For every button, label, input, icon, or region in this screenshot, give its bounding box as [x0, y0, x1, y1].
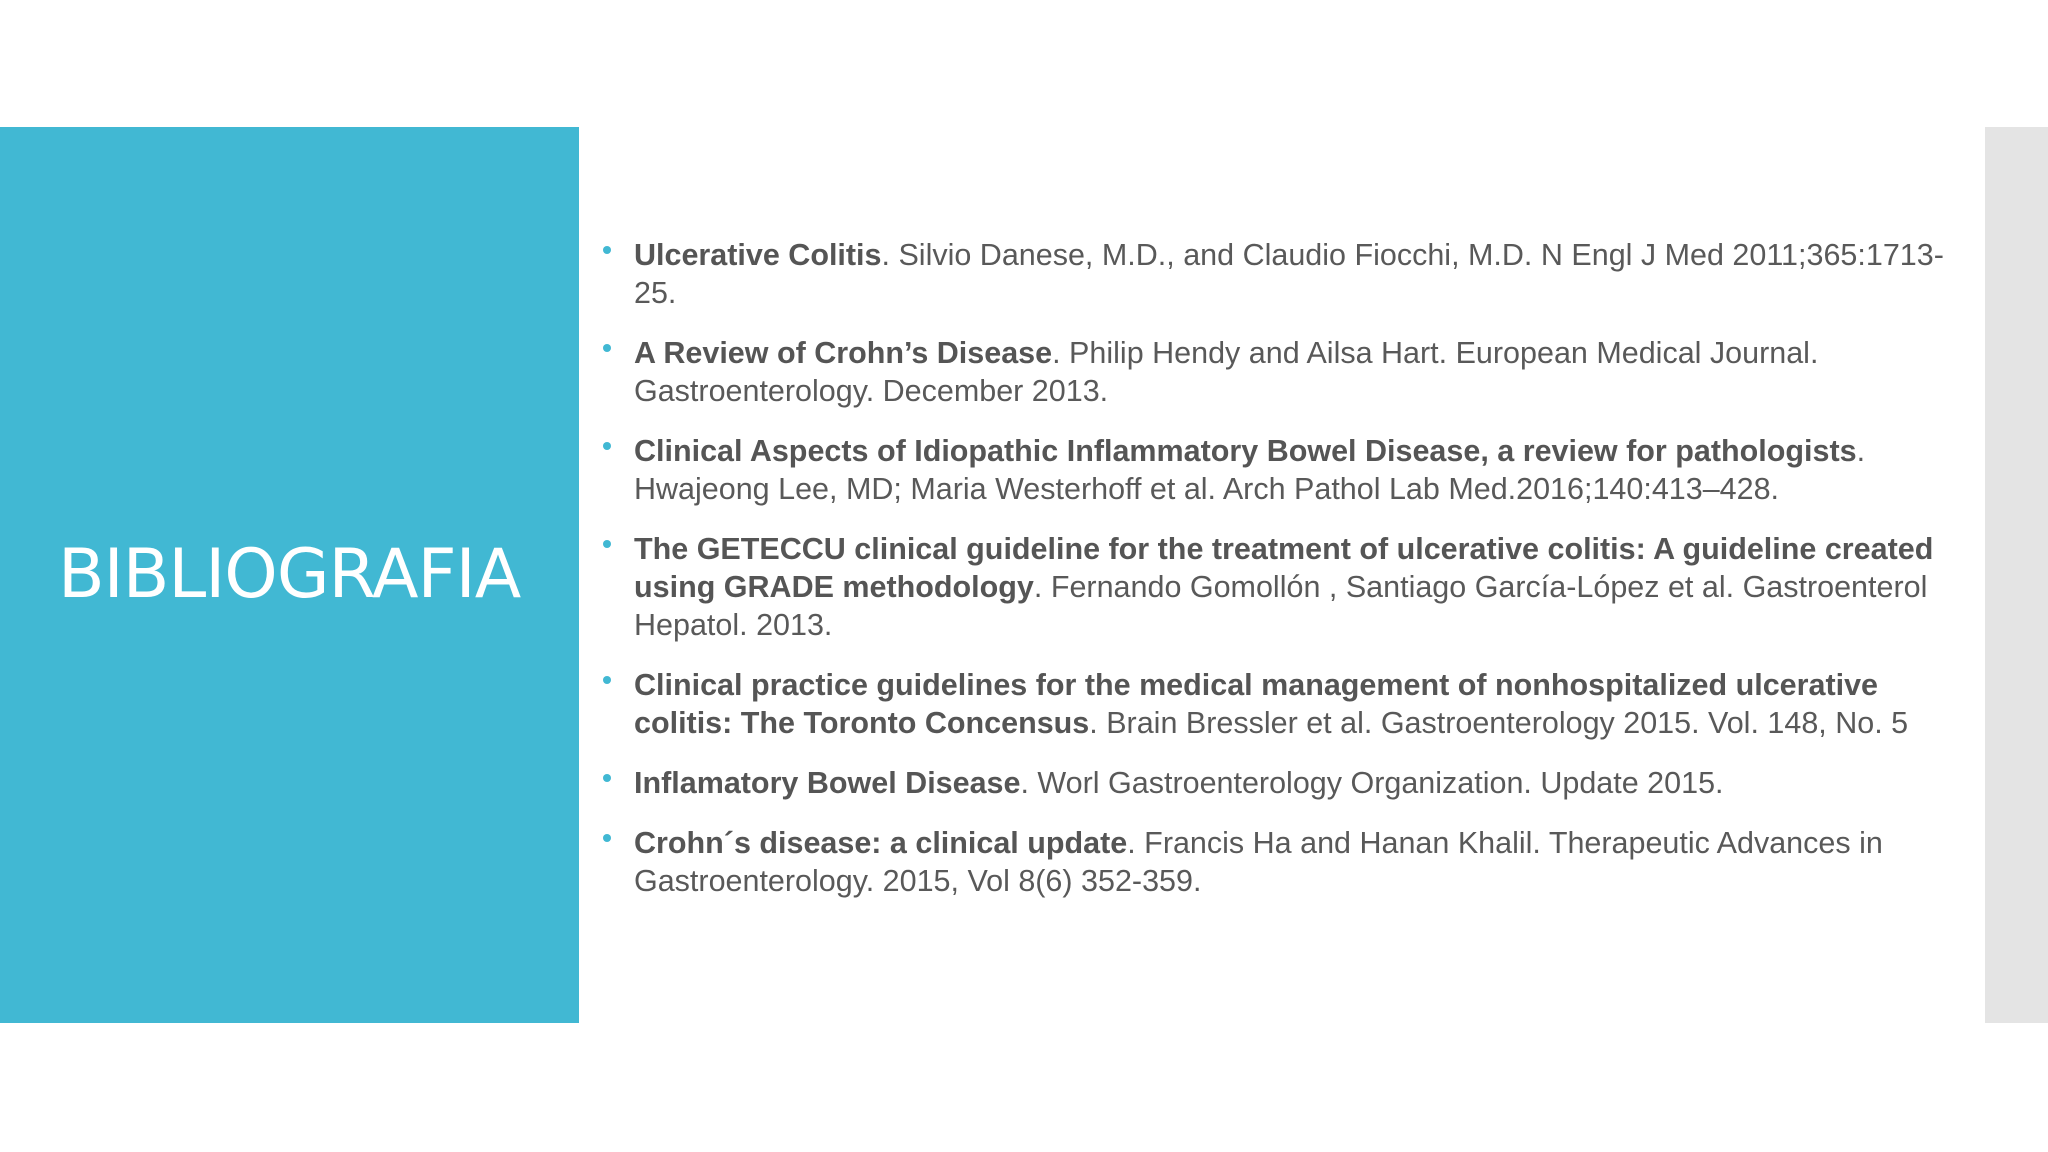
reference-title: Inflamatory Bowel Disease	[634, 766, 1021, 800]
bibliography-content	[601, 236, 1961, 976]
reference-title: Crohn´s disease: a clinical update	[634, 826, 1128, 860]
reference-title: The GETECCU clinical guideline for the treatment of ulcerative colitis: A guideline created using GRADE methodology	[634, 532, 1934, 604]
reference-item	[601, 764, 1961, 802]
bullet-icon	[603, 540, 611, 548]
reference-title: A Review of Crohn’s Disease	[634, 336, 1053, 370]
slide-title: BIBLIOGRAFIA	[58, 535, 521, 614]
reference-item	[601, 824, 1961, 900]
bullet-icon	[603, 834, 611, 842]
reference-details: . Francis Ha and Hanan Khalil. Therapeutic Advances in Gastroenterology. 2015, Vol 8(6) 352-359.	[634, 826, 1883, 898]
bullet-icon	[603, 344, 611, 352]
reference-item	[601, 334, 1961, 410]
reference-item	[601, 666, 1961, 742]
reference-details: . Worl Gastroenterology Organization. Update 2015.	[1020, 766, 1724, 800]
bullet-icon	[603, 774, 611, 782]
reference-title: Clinical Aspects of Idiopathic Inflammatory Bowel Disease, a review for pathologists	[634, 434, 1857, 468]
reference-item	[601, 530, 1961, 644]
reference-details: . Silvio Danese, M.D., and Claudio Fiocchi, M.D. N Engl J Med 2011;365:1713-25.	[634, 238, 1944, 310]
bullet-icon	[603, 676, 611, 684]
bullet-icon	[603, 442, 611, 450]
reference-item	[601, 432, 1961, 508]
right-decorative-strip	[1985, 127, 2048, 1023]
title-panel	[0, 127, 579, 1023]
bullet-icon	[603, 246, 611, 254]
reference-item	[601, 236, 1961, 312]
reference-title: Ulcerative Colitis	[634, 238, 882, 272]
reference-title: Clinical practice guidelines for the medical management of nonhospitalized ulcerative colitis: The Toronto Concensus	[634, 668, 1879, 740]
reference-details: . Hwajeong Lee, MD; Maria Westerhoff et al. Arch Pathol Lab Med.2016;140:413–428.	[634, 434, 1866, 506]
reference-details: . Philip Hendy and Ailsa Hart. European Medical Journal. Gastroenterology. December 2013.	[634, 336, 1819, 408]
reference-details: . Fernando Gomollón , Santiago García-López et al. Gastroenterol Hepatol. 2013.	[634, 570, 1928, 642]
reference-details: . Brain Bressler et al. Gastroenterology 2015. Vol. 148, No. 5	[1089, 706, 1909, 740]
reference-list	[601, 236, 1961, 900]
